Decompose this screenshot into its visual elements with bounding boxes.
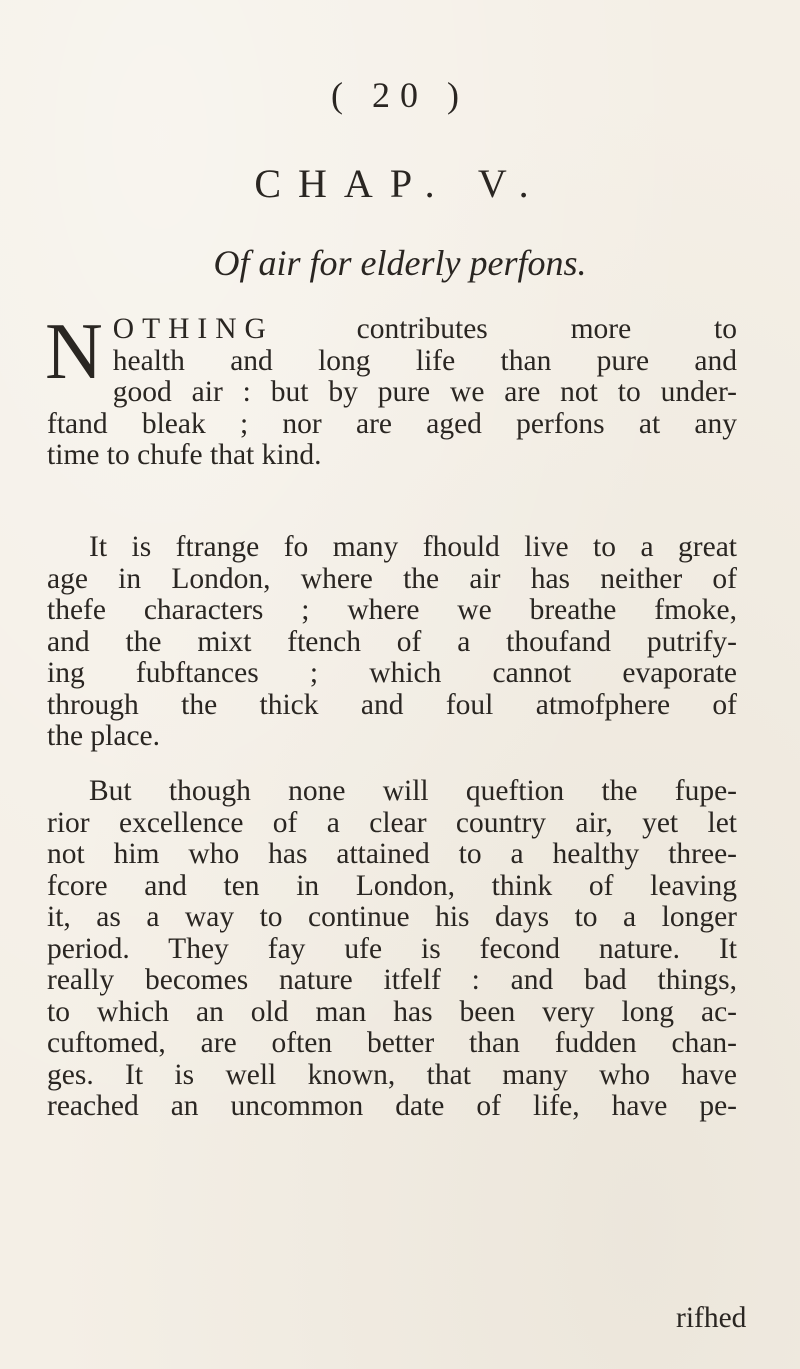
text-line: period. They fay ufe is fecond nature. It	[47, 932, 737, 965]
text-line: ftand bleak ; nor are aged perfons at any	[47, 407, 737, 440]
text-line: rior excellence of a clear country air, yet let	[47, 806, 737, 839]
text-line: to which an old man has been very long ac-	[47, 995, 737, 1028]
text-line: health and long life than pure and	[112, 344, 737, 377]
text-line: not him who has attained to a healthy three-	[47, 838, 737, 870]
text-line: fcore and ten in London, think of leaving	[47, 869, 737, 902]
paragraph-2	[47, 532, 737, 753]
text-line: reached an uncommon date of life, have pe-	[47, 1090, 737, 1122]
chapter-subtitle: Of air for elderly perfons.	[213, 243, 587, 283]
text-line: the place.	[47, 720, 161, 752]
paragraph-3	[47, 776, 737, 1123]
text-line-rest: contributes more to	[273, 313, 737, 345]
paragraph-1	[45, 308, 737, 472]
text-line: through the thick and foul atmofphere of	[47, 688, 737, 721]
text-line: age in London, where the air has neither of	[47, 562, 737, 595]
text-line: cuftomed, are often better than fudden chan-	[47, 1027, 737, 1059]
text-line: But though none will queftion the fupe-	[89, 775, 737, 807]
text-line: ges. It is well known, that many who have	[47, 1058, 737, 1091]
drop-cap: N	[45, 308, 103, 396]
chapter-heading: CHAP. V.	[254, 161, 546, 206]
text-line: good air : but by pure we are not to under-	[112, 376, 737, 408]
text-line: really becomes nature itfelf : and bad things,	[47, 964, 737, 996]
text-line: It is ftrange fo many fhould live to a great	[89, 531, 737, 563]
catchword: rifhed	[676, 1302, 747, 1334]
text-line: it, as a way to continue his days to a longer	[47, 901, 737, 933]
page-number: ( 20 )	[331, 75, 469, 115]
text-line	[47, 314, 737, 346]
text-line: time to chufe that kind.	[47, 439, 322, 471]
small-caps-word: OTHING	[112, 313, 274, 345]
text-line: ing fubftances ; which cannot evaporate	[47, 657, 737, 689]
text-line: thefe characters ; where we breathe fmoke,	[47, 594, 737, 626]
text-line: and the mixt ftench of a thoufand putrify-	[47, 625, 737, 658]
